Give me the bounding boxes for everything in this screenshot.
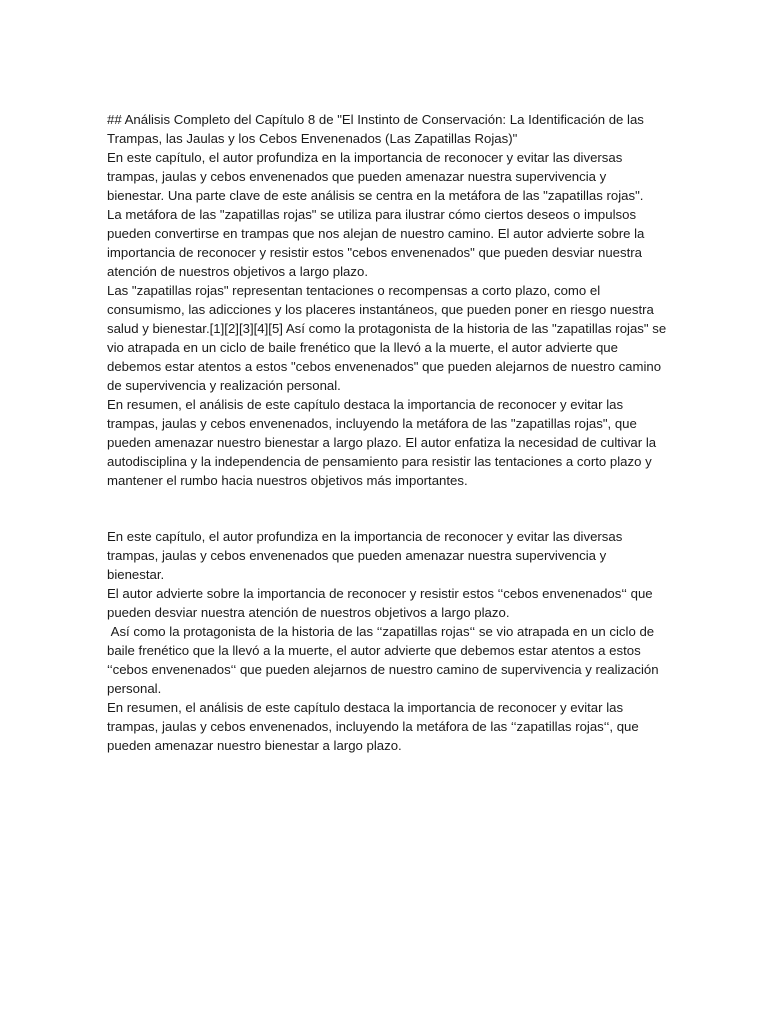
paragraph-metaphor: La metáfora de las "zapatillas rojas" se utiliza para ilustrar cómo ciertos deseos o impulsos pueden convertirse en trampas que nos alejan de nuestro camino. El autor advierte sobre la importancia de reconocer y resistir estos "cebos envenenados" que pueden desviar nuestra atención de nuestros objetivos a largo plazo. — [107, 207, 645, 279]
summary-line: Así como la protagonista de la historia de las ‘‘zapatillas rojas‘‘ se vio atrapada en un ciclo de baile frenético que la llevó a la muerte, el autor advierte que debemos estar atentos a estos ‘‘cebos envenenados‘‘ que pueden alejarnos de nuestro camino de supervivencia y realización personal. — [107, 624, 663, 696]
summary-section — [107, 527, 667, 755]
summary-line: El autor advierte sobre la importancia de reconocer y resistir estos ‘‘cebos envenenados‘‘ que pueden desviar nuestra atención de nuestros objetivos a largo plazo. — [107, 586, 653, 620]
summary-line: En resumen, el análisis de este capítulo destaca la importancia de reconocer y evitar las trampas, jaulas y cebos envenenados, incluyendo la metáfora de las ‘‘zapatillas rojas‘‘, que pueden amenazar nuestro bienestar a largo plazo. — [107, 700, 639, 753]
summary-line: En este capítulo, el autor profundiza en la importancia de reconocer y evitar las diversas trampas, jaulas y cebos envenenados que pueden amenazar nuestra supervivencia y bienestar. — [107, 529, 623, 582]
paragraph-conclusion: En resumen, el análisis de este capítulo destaca la importancia de reconocer y evitar las trampas, jaulas y cebos envenenados, incluyendo la metáfora de las "zapatillas rojas", que pueden amenazar nuestro bienestar a largo plazo. El autor enfatiza la necesidad de cultivar la autodisciplina y la independencia de pensamiento para resistir las tentaciones a corto plazo y mantener el rumbo hacia nuestros objetivos más importantes. — [107, 397, 657, 488]
document-body — [107, 110, 667, 755]
paragraph-temptations: Las "zapatillas rojas" representan tentaciones o recompensas a corto plazo, como el consumismo, las adicciones y los placeres instantáneos, que pueden poner en riesgo nuestra salud y bienestar.[1][2][3][4][5] Así como la protagonista de la historia de las "zapatillas rojas" se vio atrapada en un ciclo de baile frenético que la llevó a la muerte, el autor advierte que debemos estar atentos a estos "cebos envenenados" que pueden alejarnos de nuestro camino de supervivencia y realización personal. — [107, 283, 667, 393]
paragraph-intro: En este capítulo, el autor profundiza en la importancia de reconocer y evitar las diversas trampas, jaulas y cebos envenenados que pueden amenazar nuestra supervivencia y bienestar. Una parte clave de este análisis se centra en la metáfora de las "zapatillas rojas". — [107, 150, 644, 203]
document-heading: ## Análisis Completo del Capítulo 8 de "El Instinto de Conservación: La Identificación de las Trampas, las Jaulas y los Cebos Envenenados (Las Zapatillas Rojas)" — [107, 112, 644, 146]
